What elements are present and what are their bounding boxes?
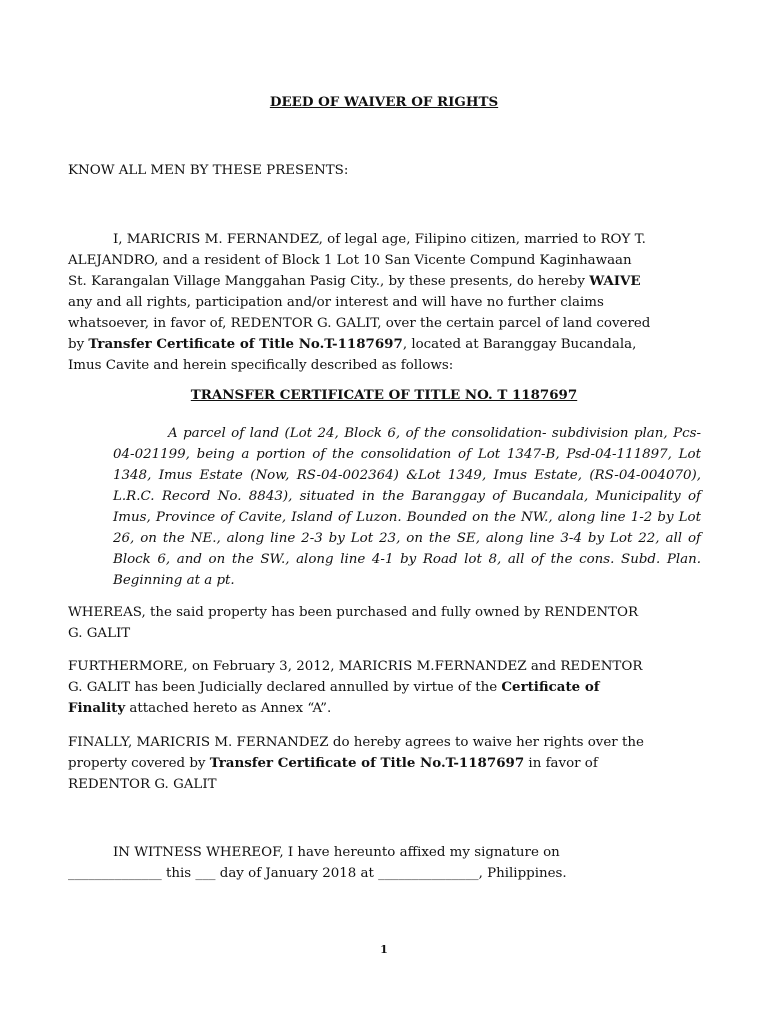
waive-keyword: WAIVE	[589, 273, 641, 289]
finally-line-2-suffix: in favor of	[524, 756, 598, 771]
waiver-line-7: Imus Cavite and herein specifically described as follows:	[68, 358, 454, 373]
furthermore-line-3-text: attached hereto as Annex “A”.	[125, 701, 332, 716]
waiver-line-4: any and all rights, participation and/or interest and will have no further claims	[68, 295, 604, 310]
waiver-line-6-suffix: , located at Baranggay Bucandala,	[402, 337, 637, 352]
finally-line-2-prefix: property covered by	[68, 756, 210, 771]
page-number: 1	[380, 943, 388, 956]
whereas-line-1: WHEREAS, the said property has been purchased and fully owned by RENDENTOR	[68, 605, 639, 620]
waiver-line-3	[68, 271, 641, 292]
witness-line-2: ______________ this ___ day of January 2018 at _______________, Philippines.	[68, 866, 567, 881]
land-description-text: A parcel of land (Lot 24, Block 6, of the consolidation- subdivision plan, Pcs-04-021199, being a portion of the consolidation of Lot 1347-B, Psd-04-111897, Lot 1348, Imus Estate (Now, RS-04-002364) &Lot 1349, Imus Estate, (RS-04-004070), L.R.C. Record No. 8843), situated in the Baranggay of Bucandala, Municipality of Imus, Province of Cavite, Island of Luzon. Bounded on the NW., along line 1-2 by Lot 26, on the NE., along line 2-3 by Lot 23, on the SE, along line 3-4 by Lot 22, all of Block 6, and on the SW., along line 4-1 by Road lot 8, all of the cons. Subd. Plan. Beginning at a pt.	[113, 426, 701, 588]
section-subtitle: TRANSFER CERTIFICATE OF TITLE NO. T 1187697	[190, 387, 578, 403]
certificate-of-finality-2: Finality	[68, 700, 126, 716]
land-description	[113, 423, 701, 591]
furthermore-line-3	[68, 698, 331, 719]
tct-reference: Transfer Certificate of Title No.T-1187697	[88, 336, 403, 352]
witness-line-1: IN WITNESS WHEREOF, I have hereunto affixed my signature on	[113, 845, 560, 860]
tct-reference-2: Transfer Certificate of Title No.T-1187697	[209, 755, 525, 771]
finally-line-1: FINALLY, MARICRIS M. FERNANDEZ do hereby agrees to waive her rights over the	[68, 735, 644, 750]
certificate-of-finality-1: Certificate of	[501, 679, 600, 695]
whereas-line-2: G. GALIT	[68, 626, 131, 641]
salutation: KNOW ALL MEN BY THESE PRESENTS:	[68, 163, 349, 178]
waiver-line-6-prefix: by	[68, 337, 89, 352]
waiver-line-1: I, MARICRIS M. FERNANDEZ, of legal age, Filipino citizen, married to ROY T.	[113, 232, 646, 247]
finally-line-2	[68, 753, 598, 774]
furthermore-line-1: FURTHERMORE, on February 3, 2012, MARICRIS M.FERNANDEZ and REDENTOR	[68, 659, 643, 674]
waiver-line-5: whatsoever, in favor of, REDENTOR G. GALIT, over the certain parcel of land covered	[68, 316, 651, 331]
finally-line-3: REDENTOR G. GALIT	[68, 777, 217, 792]
waiver-line-3-text: St. Karangalan Village Manggahan Pasig City., by these presents, do hereby	[68, 274, 590, 289]
waiver-line-6	[68, 334, 636, 355]
waiver-line-2: ALEJANDRO, and a resident of Block 1 Lot 10 San Vicente Compund Kaginhawaan	[68, 253, 632, 268]
furthermore-line-2-text: G. GALIT has been Judicially declared annulled by virtue of the	[68, 680, 502, 695]
furthermore-line-2	[68, 677, 600, 698]
document-title: DEED OF WAIVER OF RIGHTS	[269, 94, 499, 110]
